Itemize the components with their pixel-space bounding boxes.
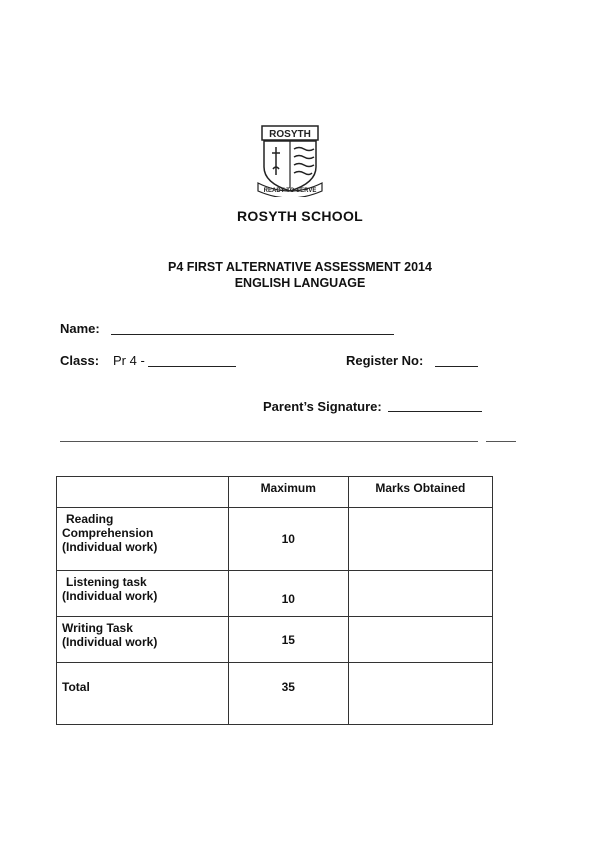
- header-marks-label: Marks Obtained: [375, 481, 466, 495]
- max-value-total: [228, 663, 348, 725]
- header-marks-obtained: [348, 477, 492, 508]
- marks-obtained-field[interactable]: [348, 508, 492, 571]
- marks-obtained-field[interactable]: [348, 571, 492, 617]
- marks-table: [56, 476, 493, 725]
- table-row: [57, 508, 493, 571]
- class-label: Class:: [60, 353, 100, 368]
- class-prefix: Pr 4 -: [113, 353, 145, 368]
- total-max-text: 35: [281, 680, 295, 694]
- row-label-line3: (Individual work): [62, 540, 158, 554]
- name-label: Name:: [60, 321, 100, 336]
- row-label-line1: Writing Task: [62, 621, 133, 635]
- table-row: [57, 571, 493, 617]
- separator-line: [60, 441, 478, 442]
- register-line[interactable]: [435, 366, 478, 367]
- class-line[interactable]: [148, 366, 236, 367]
- row-label-line2: Comprehension: [62, 526, 154, 540]
- svg-text:ROSYTH: ROSYTH: [269, 129, 311, 140]
- row-label-line2: (Individual work): [62, 589, 158, 603]
- row-label-line1: Listening task: [66, 575, 147, 589]
- register-label: Register No:: [346, 353, 424, 368]
- max-value: 15: [228, 617, 348, 663]
- name-line[interactable]: [111, 334, 394, 335]
- row-label-line1: Reading: [66, 512, 114, 526]
- table-header-row: [57, 477, 493, 508]
- max-value: 10: [228, 571, 348, 617]
- signature-line[interactable]: [388, 411, 482, 412]
- marks-obtained-total-field[interactable]: [348, 663, 492, 725]
- header-maximum-label: Maximum: [260, 481, 316, 495]
- table-row-total: [57, 663, 493, 725]
- row-label-line2: (Individual work): [62, 635, 158, 649]
- school-name: ROSYTH SCHOOL: [236, 208, 364, 224]
- row-label-cell: [57, 508, 229, 571]
- marks-obtained-field[interactable]: [348, 617, 492, 663]
- table-row: [57, 617, 493, 663]
- school-crest-logo: [254, 125, 326, 197]
- max-value: 10: [228, 508, 348, 571]
- header-cell-blank: [57, 477, 229, 508]
- assessment-subject: ENGLISH LANGUAGE: [234, 276, 366, 290]
- row-label-total: Total: [62, 680, 90, 694]
- assessment-title: P4 FIRST ALTERNATIVE ASSESSMENT 2014: [168, 260, 432, 274]
- svg-text:READY TO SERVE: READY TO SERVE: [263, 188, 317, 194]
- row-label-cell: [57, 617, 229, 663]
- signature-label: Parent’s Signature:: [263, 399, 382, 414]
- row-label-cell: [57, 571, 229, 617]
- separator-line-tail: [486, 441, 516, 442]
- header-maximum: [228, 477, 348, 508]
- row-label-cell: [57, 663, 229, 725]
